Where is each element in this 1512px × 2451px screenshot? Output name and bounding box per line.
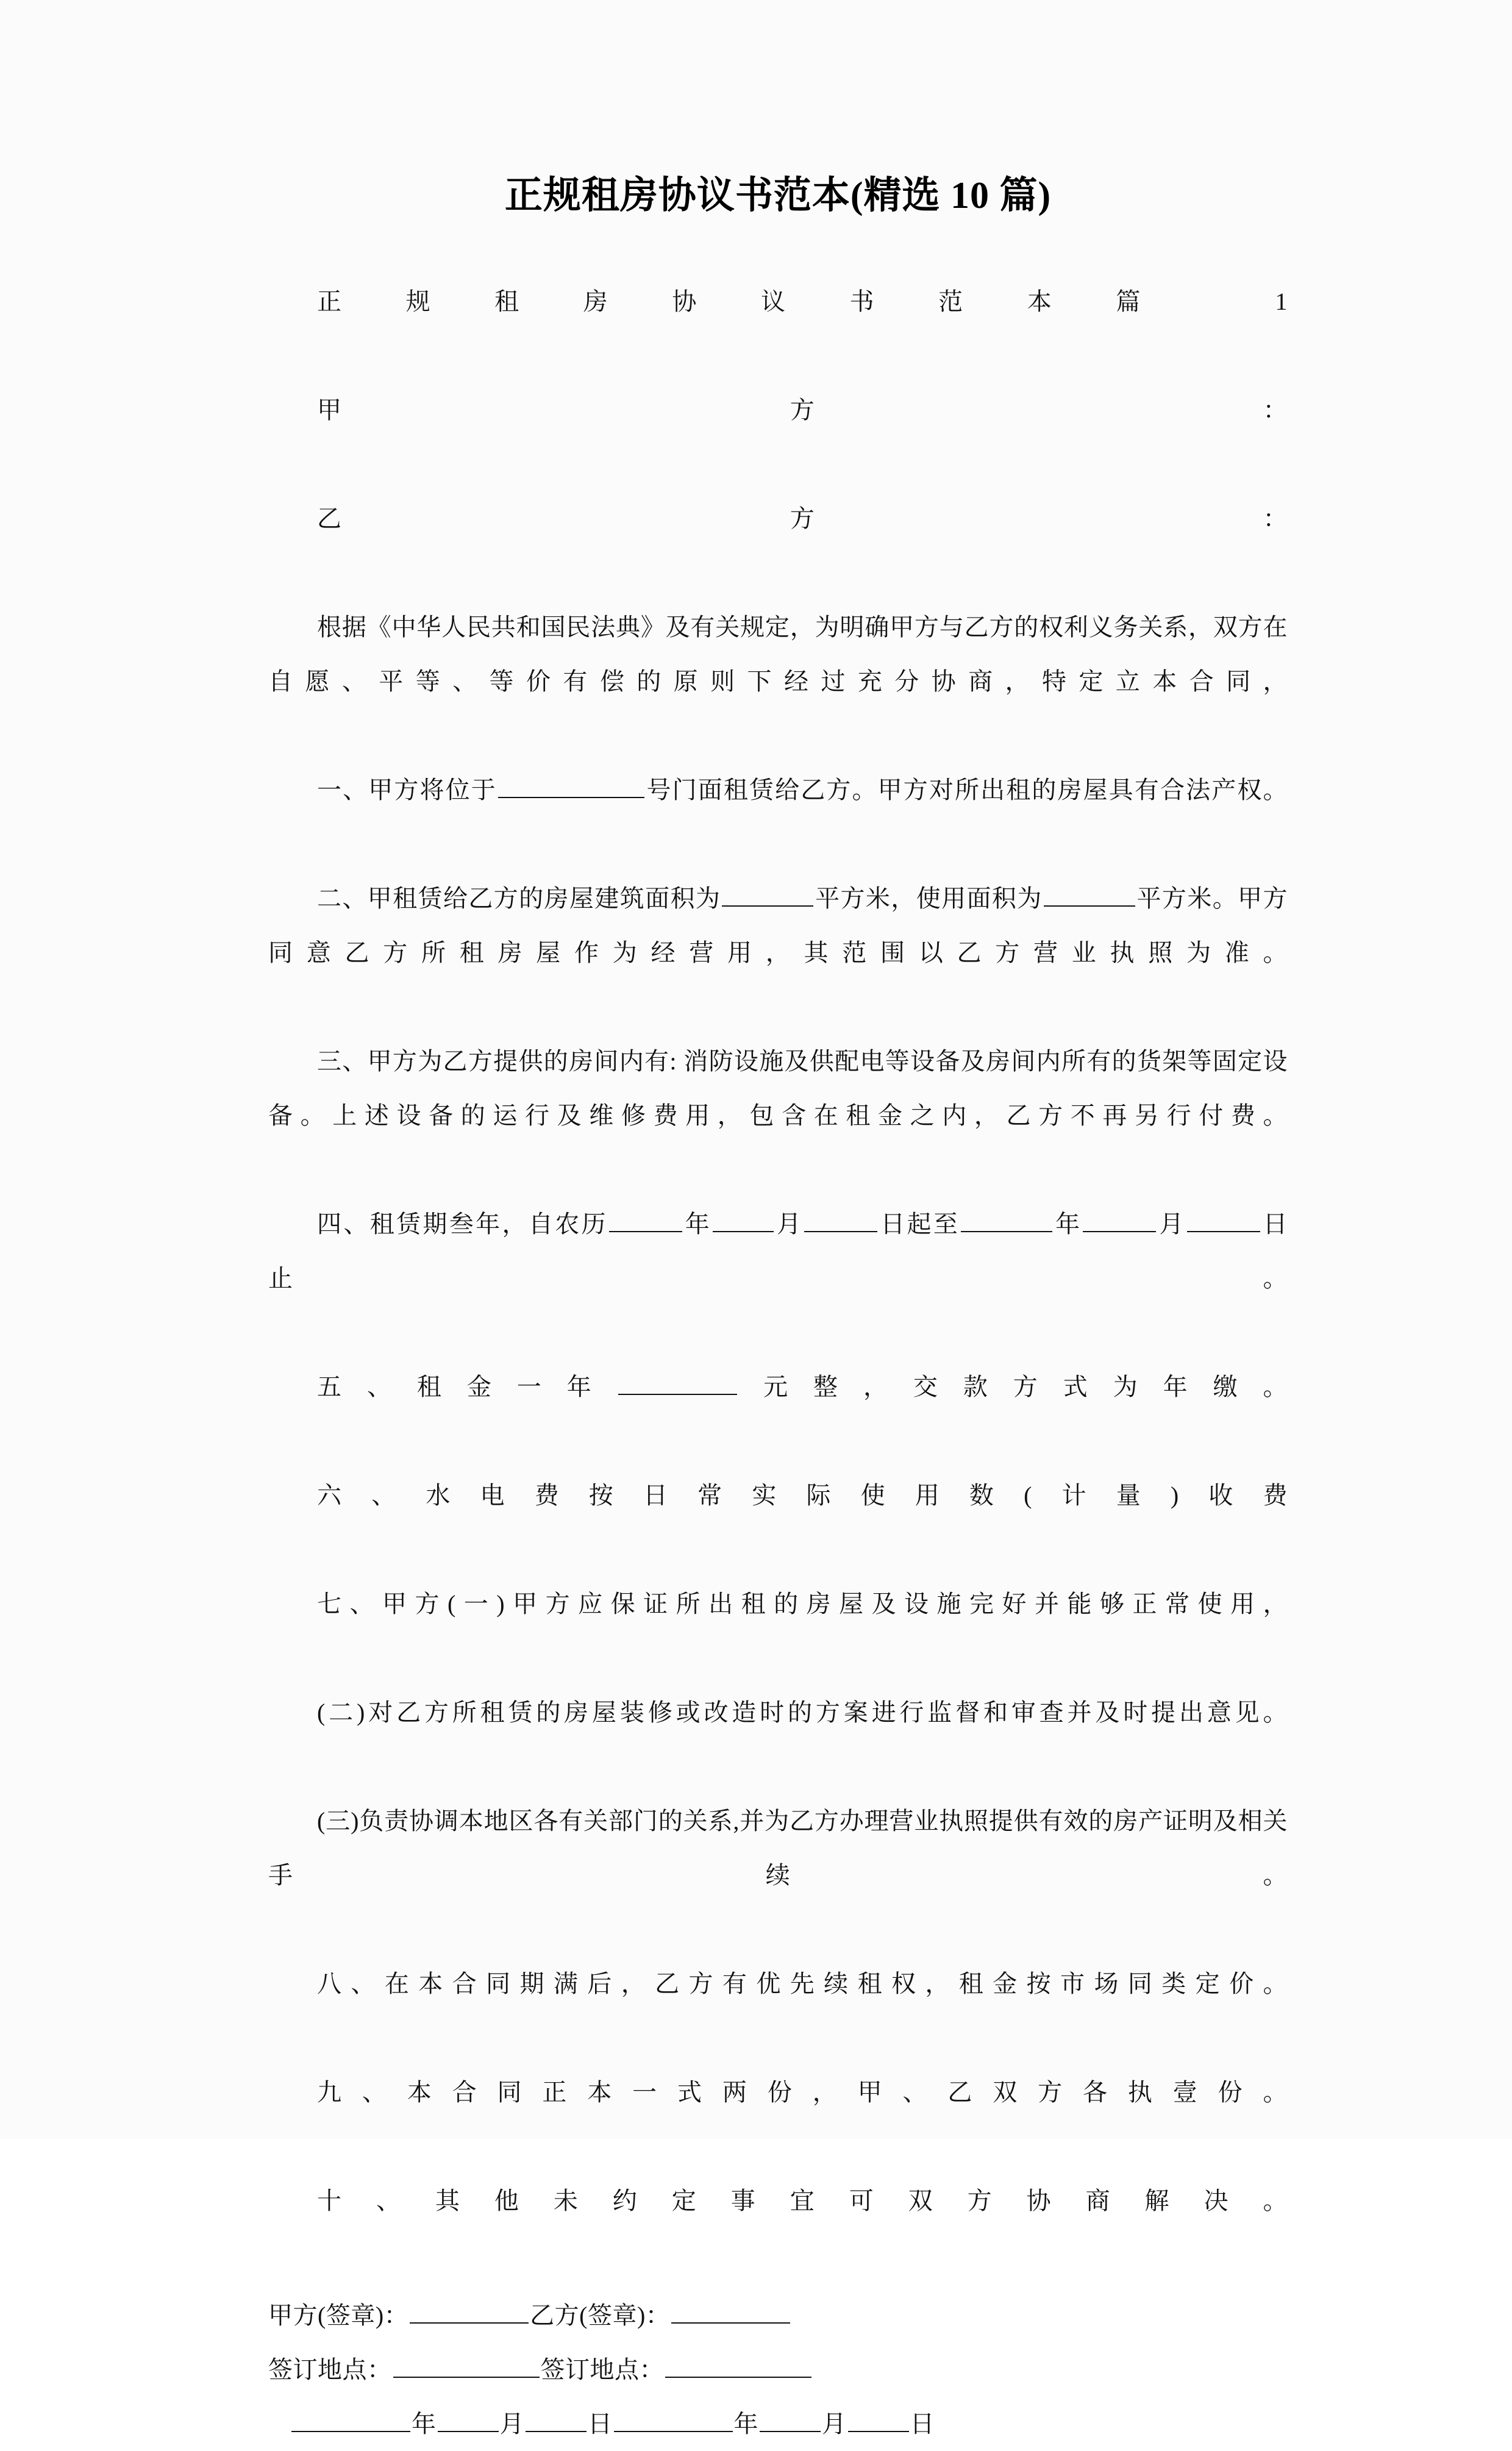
clause-4-start-day-field[interactable] [804,1207,877,1232]
party-a-month-label: 月 [499,2410,524,2438]
party-b-year-label: 年 [733,2410,758,2438]
clause-4-end-month-field[interactable] [1083,1207,1156,1232]
clause-5-part2: 元整，交款方式为年缴。 [738,1372,1288,1400]
party-a-date-year-field[interactable] [291,2406,410,2432]
party-b-day-label: 日 [910,2410,935,2438]
clause-3-text: 甲方为乙方提供的房间内有: 消防设施及供配电等设备及房间内所有的货架等固定设备。上述设备的运行及维修费用，包含在租金之内，乙方不再另行付费。 [268,1047,1288,1129]
clause-8 [268,1957,1288,2065]
signing-date-row [268,2397,1288,2451]
document-body [268,274,1288,2451]
party-a-place-field[interactable] [393,2352,540,2378]
party-b-signature-field[interactable] [671,2298,790,2324]
clause-1-number: 一、 [317,776,369,804]
clause-2-area-built-field[interactable] [722,881,813,907]
clause-3 [268,1034,1288,1197]
clause-7-number: 七、 [317,1589,382,1618]
clause-6 [268,1468,1288,1577]
clause-1 [268,763,1288,871]
clause-7-sub-3-text: 负责协调本地区各有关部门的关系,并为乙方办理营业执照提供有效的房产证明及相关手续。 [268,1807,1288,1889]
party-b-place-label: 签订地点： [540,2355,664,2383]
clause-10-number: 十、 [317,2186,435,2214]
document-content [268,0,1288,2451]
clause-8-text: 在本合同期满后，乙方有优先续租权，租金按市场同类定价。 [384,1969,1288,1997]
clause-7-sub-2-text: 对乙方所租赁的房屋装修或改造时的方案进行监督和审查并及时提出意见。 [365,1698,1288,1726]
clause-10-text: 其他未约定事宜可双方协商解决。 [435,2186,1288,2214]
party-a-date-day-field[interactable] [526,2406,587,2432]
signature-block [268,2288,1288,2451]
party-b-label: 乙方： [317,504,1288,532]
party-b-date-month-field[interactable] [760,2406,821,2432]
clause-1-blank-field[interactable] [498,772,644,798]
clause-2-area-usable-field[interactable] [1044,881,1135,907]
party-b-date-day-field[interactable] [848,2406,909,2432]
clause-2-part1: 甲租赁给乙方的房屋建筑面积为 [367,884,721,912]
party-a-date-month-field[interactable] [438,2406,499,2432]
clause-3-number: 三、 [317,1047,368,1075]
clause-5-rent-amount-field[interactable] [618,1369,737,1395]
clause-2 [268,871,1288,1034]
clause-4-part5: 年 [1054,1210,1082,1238]
section-heading: 正规租房协议书范本篇 1 [317,287,1288,315]
page-title: 正规租房协议书范本(精选 10 篇) [504,175,1052,216]
clause-4-start-month-field[interactable] [713,1207,774,1232]
party-a-place-label: 签订地点： [268,2355,392,2383]
clause-5-number: 五、 [317,1372,417,1400]
clause-7 [268,1577,1288,1685]
clause-7-sub-2 [268,1685,1288,1794]
clause-10 [268,2174,1288,2282]
clause-4-part4: 日起至 [879,1210,960,1238]
clause-2-part3: 平方米。甲方同意乙方所租房屋作为经营用，其范围以乙方营业执照为准。 [268,884,1288,966]
clause-4 [268,1197,1288,1360]
clause-8-number: 八、 [317,1969,385,1997]
clause-9-text: 本合同正本一式两份，甲、乙双方各执壹份。 [407,2078,1288,2106]
party-a-label: 甲方： [317,396,1288,424]
clause-1-text-after: 号门面租赁给乙方。甲方对所出租的房屋具有合法产权。 [645,776,1288,804]
clause-4-end-day-field[interactable] [1187,1207,1260,1232]
clause-7-text: 甲方(一)甲方应保证所出租的房屋及设施完好并能够正常使用， [382,1589,1288,1618]
party-b-signature-label: 乙方(签章)： [530,2301,671,2329]
party-a-signature-label: 甲方(签章)： [268,2301,409,2329]
party-b-place-field[interactable] [665,2352,811,2378]
clause-7-sub-2-number: (二) [317,1698,365,1726]
clause-2-number: 二、 [317,884,368,912]
clause-5 [268,1360,1288,1468]
clause-4-part6: 月 [1157,1210,1186,1238]
signing-place-row [268,2342,1288,2397]
clause-6-text: 水电费按日常实际使用数(计量)收费 [426,1481,1288,1509]
signature-names-row [268,2288,1288,2342]
clause-6-number: 六、 [317,1481,426,1509]
preamble-paragraph: 根据《中华人民共和国民法典》及有关规定，为明确甲方与乙方的权利义务关系，双方在自愿、平等、等价有偿的原则下经过充分协商，特定立本合同， [268,613,1288,695]
clause-1-text-before: 甲方将位于 [368,776,497,804]
clause-7-sub-3 [268,1794,1288,1957]
clause-4-number: 四、 [317,1210,370,1238]
clause-9-number: 九、 [317,2078,407,2106]
clause-4-start-year-field[interactable] [609,1207,682,1232]
clause-4-part7: 日止。 [268,1210,1288,1292]
party-b-month-label: 月 [822,2410,847,2438]
party-a-year-label: 年 [412,2410,437,2438]
party-a-day-label: 日 [588,2410,613,2438]
clause-7-sub-3-number: (三) [317,1807,359,1835]
clause-4-part2: 年 [683,1210,712,1238]
party-b-date-year-field[interactable] [614,2406,733,2432]
clause-9 [268,2065,1288,2174]
party-a-signature-field[interactable] [410,2298,529,2324]
clause-4-part1: 租赁期叁年，自农历 [369,1210,608,1238]
clause-4-end-year-field[interactable] [961,1207,1052,1232]
clause-2-part2: 平方米，使用面积为 [815,884,1043,912]
clause-5-part1: 租金一年 [416,1372,617,1400]
clause-4-part3: 月 [775,1210,804,1238]
